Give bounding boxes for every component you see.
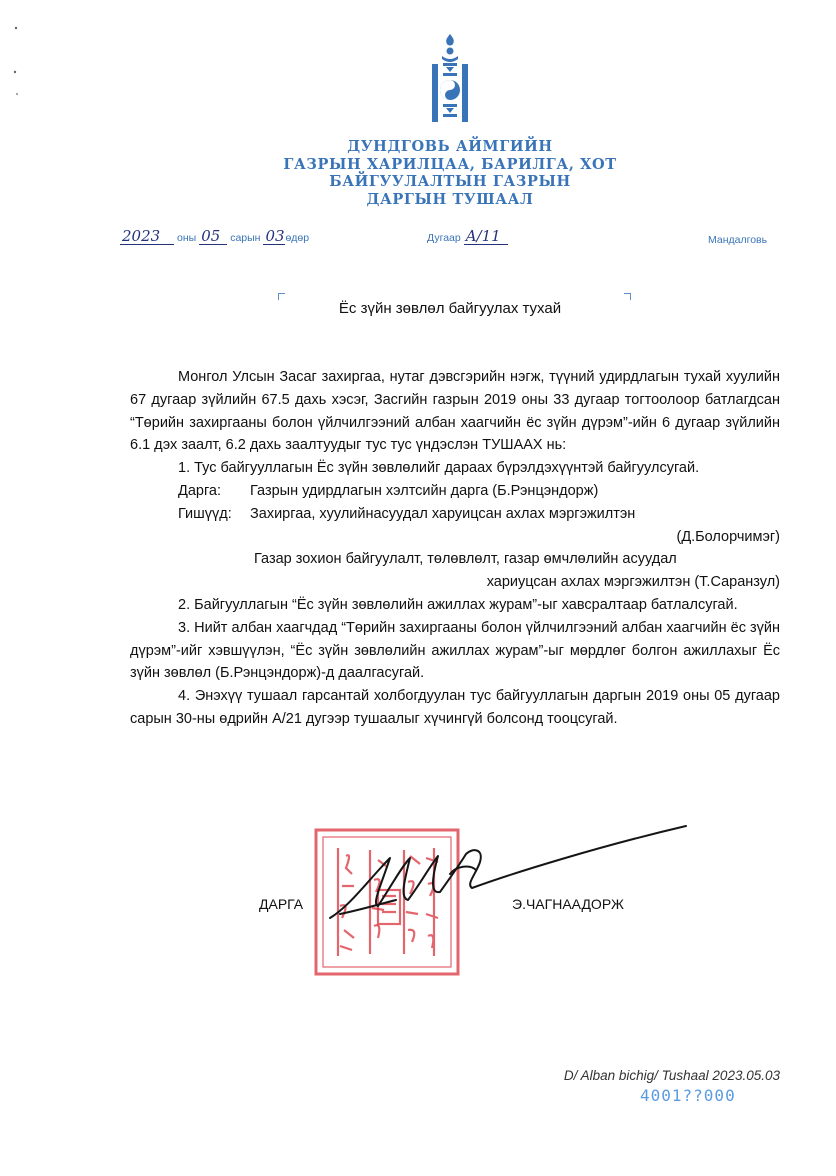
chair-value: Газрын удирдлагын хэлтсийн дарга (Б.Рэнцэндорж) <box>250 482 599 499</box>
member-1-name: (Д.Болорчимэг) <box>676 528 780 545</box>
members-label: Гишүүд: <box>178 505 232 522</box>
document-date <box>120 228 309 252</box>
document-subject: Ёс зүйн зөвлөл байгуулах тухай <box>338 300 562 317</box>
signatory-title: ДАРГА <box>259 896 304 912</box>
date-month: 05 <box>199 228 227 245</box>
footer-file-path: D/ Alban bichig/ Tushaal 2023.05.03 <box>563 1068 780 1083</box>
org-line-1: ДУНДГОВЬ АЙМГИЙН <box>347 138 553 155</box>
number-label: Дугаар <box>427 232 461 244</box>
date-year: 2023 <box>120 228 174 245</box>
subject-corner-left <box>278 293 285 300</box>
intro-paragraph: Монгол Улсын Засаг захиргаа, нутаг дэвсгэрийн нэгж, түүний удирдлагын тухай хуулийн 67 дугаар зүйлийн 67.5 дахь хэсэг, Засгийн газрын 2019 оны 33 дугаар тогтоолоор батлагдсан “Төрийн захиргааны болон үйлчилгээний албан хаагчийн ёс зүйн дүрэм”-ийн 6 дугаар зүйлийн 6.1 дэх заалт, 6.2 дахь заалтуудыг тус тус үндэслэн ТУШААХ нь: <box>130 369 780 454</box>
scan-specks <box>8 20 24 100</box>
day-label: өдөр <box>285 232 310 244</box>
order-item-1: 1. Тус байгууллагын Ёс зүйн зөвлөлийг дараах бүрэлдэхүүнтэй байгуулсугай. <box>178 460 700 477</box>
date-day: 03 <box>265 227 285 245</box>
member-row-1 <box>130 503 780 526</box>
soyombo-emblem-icon <box>430 34 470 126</box>
registration-number: 4001??000 <box>640 1086 736 1105</box>
handwritten-signature <box>300 818 700 928</box>
document-number <box>424 228 508 252</box>
month-label: сарын <box>230 232 261 244</box>
org-line-3: БАЙГУУЛАЛТЫН ГАЗРЫН <box>329 173 571 190</box>
year-label: оны <box>177 232 197 244</box>
document-place: Мандалговь <box>708 234 768 246</box>
chair-row <box>130 480 780 503</box>
member-2-continuation: хариуцсан ахлах мэргэжилтэн (Т.Саранзул) <box>486 574 780 591</box>
order-item-4: 4. Энэхүү тушаал гарсантай холбогдуулан тус байгууллагын даргын 2019 оны 05 дугаар сарын 30-ны өдрийн А/21 дугээр тушаалыг хүчингүй болсонд тооцсугай. <box>130 688 780 727</box>
order-item-2: 2. Байгууллагын “Ёс зүйн зөвлөлийн ажиллах журам”-ыг хавсралтаар батлалсугай. <box>178 596 738 613</box>
number-value: A/11 <box>464 228 508 245</box>
subject-corner-right <box>624 293 631 300</box>
signatory-name: Э.ЧАГНААДОРЖ <box>512 896 624 912</box>
organization-heading <box>250 138 650 208</box>
document-body <box>130 366 780 731</box>
org-line-4: ДАРГЫН ТУШААЛ <box>366 190 534 208</box>
chair-label: Дарга: <box>178 482 222 499</box>
member-1-position: Захиргаа, хуулийнасуудал харуицсан ахлах мэргэжилтэн <box>250 505 636 522</box>
member-2-position: Газар зохион байгуулалт, төлөвлөлт, газар өмчлөлийн асуудал <box>254 551 677 568</box>
order-item-3: 3. Нийт албан хаагчдад “Төрийн захиргааны болон үйлчилгээний албан хаагчийн ёс зүйн дүрэм”-ийг хэвшүүлэн, “Ёс зүйн зөвлөлийн ажиллах журам”-ыг мөрдлөг болгон ажиллахыг Ёс зүйн зөвлөл (Б.Рэнцэндорж)-д даалгасугай. <box>130 619 780 682</box>
org-line-2: ГАЗРЫН ХАРИЛЦАА, БАРИЛГА, ХОТ <box>283 155 617 173</box>
